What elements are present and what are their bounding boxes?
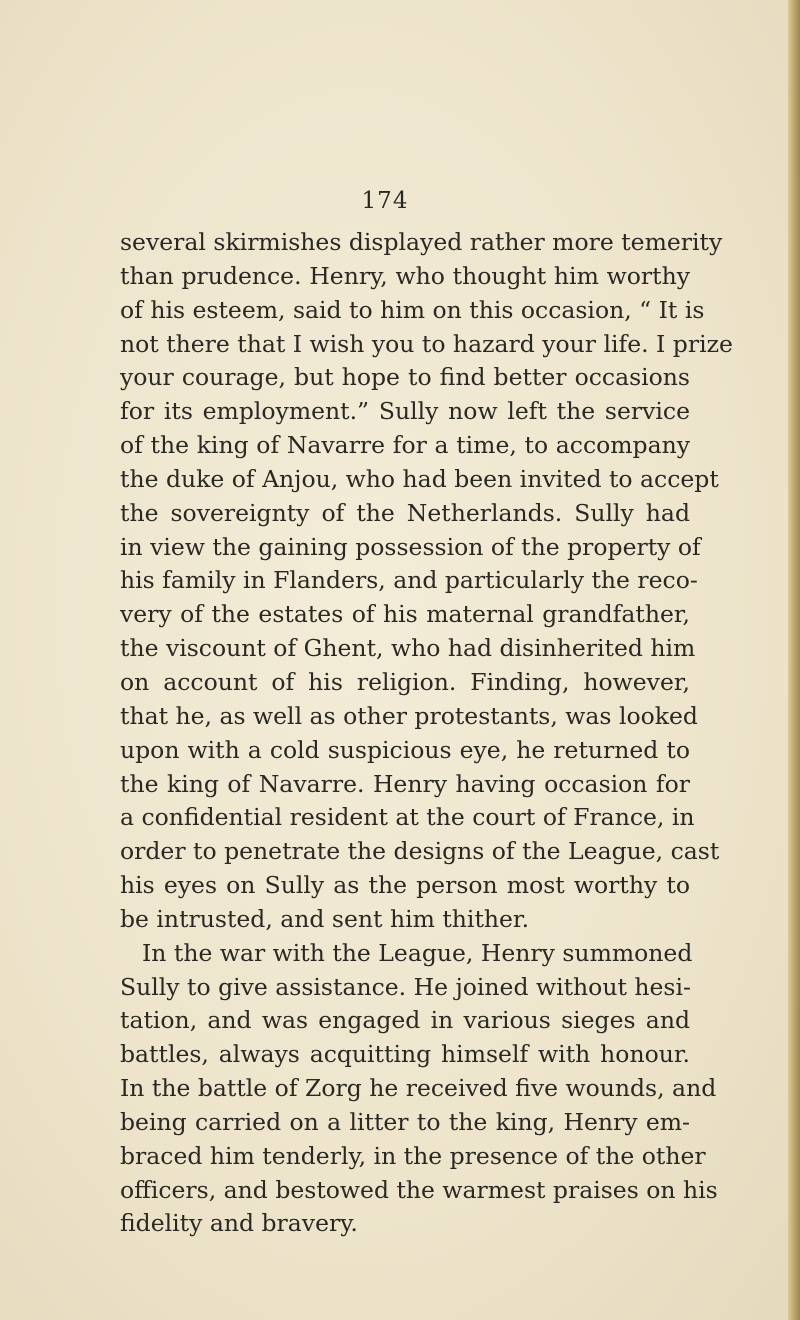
text-line: several skirmishes displayed rather more temerity: [120, 228, 723, 256]
text-line: that he, as well as other protestants, was looked: [120, 701, 698, 730]
text-line: of the king of Navarre for a time, to accompany: [120, 431, 690, 460]
text-line: upon with a cold suspicious eye, he returned to: [120, 735, 690, 764]
text-line: in view the gaining possession of the property of: [120, 532, 701, 561]
text-line: a confidential resident at the court of France, in: [120, 803, 695, 832]
text-line: not there that I wish you to hazard your life. I prize: [120, 329, 733, 358]
text-line: for its employment.” Sully now left the service: [120, 397, 690, 426]
text-line: very of the estates of his maternal grandfather,: [120, 600, 690, 629]
text-line: his family in Flanders, and particularly the reco-: [120, 566, 698, 595]
text-line: In the war with the League, Henry summoned: [142, 938, 693, 967]
text-line: the king of Navarre. Henry having occasion for: [120, 769, 690, 798]
text-line: his eyes on Sully as the person most worthy to: [120, 871, 690, 900]
text-line: being carried on a litter to the king, Henry em-: [120, 1107, 690, 1136]
text-line: Sully to give assistance. He joined without hesi-: [120, 972, 691, 1001]
text-line: In the battle of Zorg he received five wounds, and: [120, 1074, 717, 1103]
text-line: your courage, but hope to find better occasions: [120, 363, 690, 392]
text-line: order to penetrate the designs of the League, cast: [120, 837, 720, 866]
text-line: than prudence. Henry, who thought him worthy: [120, 261, 690, 290]
text-line: tation, and was engaged in various sieges and: [120, 1006, 690, 1035]
text-line: the duke of Anjou, who had been invited to accept: [120, 464, 719, 493]
text-line: braced him tenderly, in the presence of the other: [120, 1141, 706, 1170]
body-text: [120, 226, 733, 1241]
text-line: battles, always acquitting himself with honour.: [120, 1040, 690, 1069]
page-binding-edge: [788, 0, 800, 1320]
text-line: the sovereignty of the Netherlands. Sully had: [120, 498, 690, 527]
text-line: be intrusted, and sent him thither.: [120, 904, 530, 933]
text-line: of his esteem, said to him on this occasion, “ It is: [120, 295, 705, 324]
text-line: on account of his religion. Finding, however,: [120, 667, 690, 696]
text-line: the viscount of Ghent, who had disinherited him: [120, 634, 696, 663]
page-number: 174: [361, 188, 409, 214]
text-line: officers, and bestowed the warmest praises on his: [120, 1175, 718, 1204]
text-line: fidelity and bravery.: [120, 1209, 358, 1238]
